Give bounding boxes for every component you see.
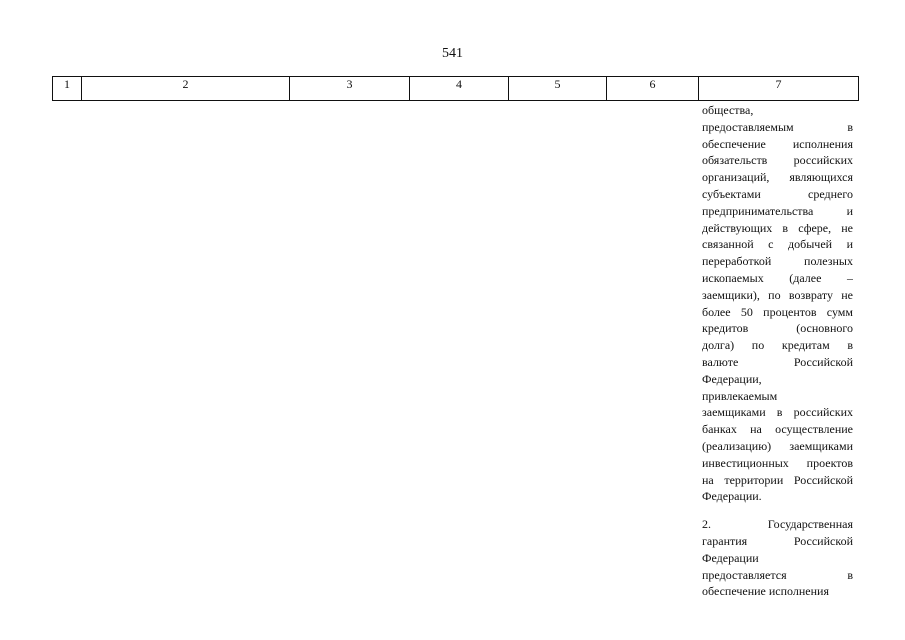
text-line: обязательств российских — [702, 153, 853, 168]
text-line: банках на осуществление — [702, 422, 853, 437]
text-line: обеспечение исполнения — [702, 136, 853, 151]
text-line: 2. Государственная — [702, 517, 853, 532]
text-line: Федерации — [702, 550, 759, 565]
column-number-4: 4 — [410, 77, 509, 101]
text-line: привлекаемым — [702, 388, 778, 403]
text-line: субъектами среднего — [702, 186, 853, 201]
text-line: заемщики), по возврату не — [702, 287, 853, 302]
text-line: гарантия Российской — [702, 533, 853, 548]
text-line: предпринимательства и — [702, 203, 853, 218]
column-number-6: 6 — [607, 77, 699, 101]
page-number: 541 — [442, 46, 463, 61]
paragraph-2 — [702, 516, 853, 600]
text-line: действующих в сфере, не — [702, 220, 853, 235]
text-line: кредитов (основного — [702, 321, 853, 336]
text-line: валюте Российской — [702, 354, 853, 369]
text-line: заемщиками в российских — [702, 405, 853, 420]
column-number-5: 5 — [509, 77, 607, 101]
text-line: предоставляемым в — [702, 119, 853, 134]
column-number-7: 7 — [699, 77, 859, 101]
column-number-2: 2 — [82, 77, 290, 101]
text-line: обеспечение исполнения — [702, 584, 829, 599]
text-line: более 50 процентов сумм — [702, 304, 853, 319]
text-line: общества, — [702, 103, 754, 117]
column-7-text — [702, 102, 853, 600]
text-line: ископаемых (далее – — [702, 270, 853, 285]
text-line: инвестиционных проектов — [702, 455, 853, 470]
text-line: предоставляется в — [702, 567, 853, 582]
text-line: на территории Российской — [702, 472, 853, 487]
column-number-1: 1 — [53, 77, 82, 101]
table-header-row — [52, 76, 859, 101]
text-line: Федерации. — [702, 489, 762, 504]
text-line: организаций, являющихся — [702, 170, 853, 185]
text-line: Федерации, — [702, 371, 762, 386]
text-line: переработкой полезных — [702, 254, 853, 269]
text-line: (реализацию) заемщиками — [702, 438, 853, 453]
text-line: долга) по кредитам в — [702, 338, 853, 353]
text-line: связанной с добычей и — [702, 237, 853, 252]
paragraph-1 — [702, 102, 853, 505]
column-number-3: 3 — [290, 77, 410, 101]
